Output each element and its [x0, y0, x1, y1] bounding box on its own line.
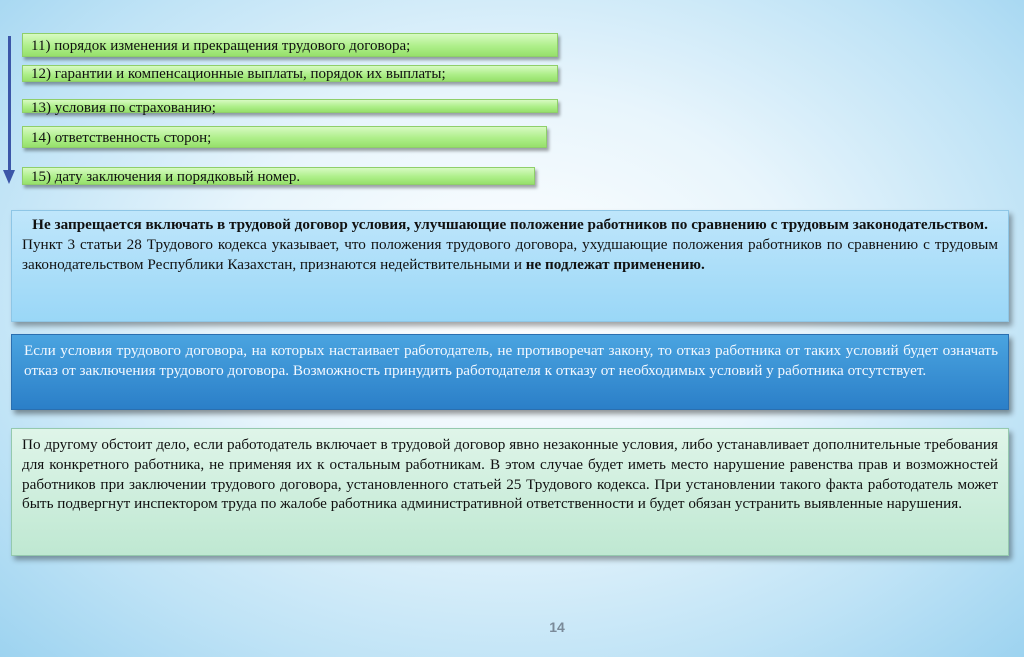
list-item-11: 11) порядок изменения и прекращения трудового договора; [22, 33, 558, 57]
box3-text: По другому обстоит дело, если работодатель включает в трудовой договор явно незаконные условия, либо устанавливает дополнительные требования для конкретного работника, не применяя их к остальным работникам. В этом случае будет иметь место нарушение равенства прав и возможностей работников при заключении трудового договора, установленного статьей 25 Трудового кодекса. При установлении такого факта работодатель может быть подвергнут инспектором труда по жалобе работника административной ответственности и будет обязан устранить выявленные нарушения. [22, 436, 998, 513]
list-item-15: 15) дату заключения и порядковый номер. [22, 167, 535, 185]
box1-body [22, 235, 998, 275]
box1-heading: Не запрещается включать в трудовой договор условия, улучшающие положение работников по сравнению с трудовым законодательством. [32, 216, 988, 233]
arrow-line [8, 36, 11, 172]
box2-text: Если условия трудового договора, на которых настаивает работодатель, не противоречат закону, то отказ работника от таких условий будет означать отказ от заключения трудового договора. Возможность принудить работодателя к отказу от необходимых условий у работника отсутствует. [24, 342, 998, 379]
page-number: 14 [549, 619, 565, 635]
employee-refusal-box [11, 334, 1009, 410]
arrow-down-icon [3, 170, 15, 184]
illegal-conditions-box [11, 428, 1009, 556]
list-item-12: 12) гарантии и компенсационные выплаты, порядок их выплаты; [22, 65, 558, 82]
list-item-14: 14) ответственность сторон; [22, 126, 547, 148]
box1-body-text: Пункт 3 статьи 28 Трудового кодекса указывает, что положения трудового договора, ухудшающие положения работников по сравнению с трудовым законодательством Республики Казахстан, признаются недействительными и [22, 235, 998, 273]
improvement-conditions-box [11, 210, 1009, 322]
box1-body-bold: не подлежат применению. [525, 255, 705, 273]
list-item-13: 13) условия по страхованию; [22, 99, 558, 113]
